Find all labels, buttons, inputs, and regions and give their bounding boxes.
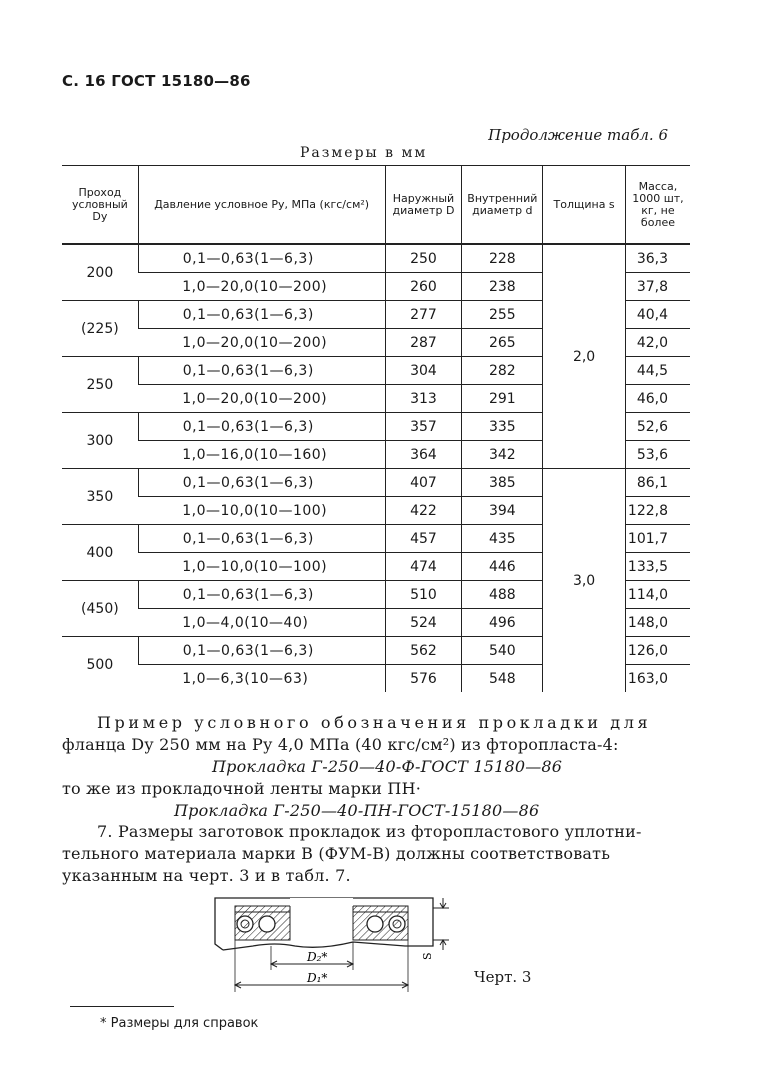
cell-mass: 44,5 [625,357,690,385]
col-header-outer-diameter: Наружный диаметр D [385,166,462,245]
cell-inner-diameter: 291 [462,385,543,413]
left-seal-ring-2 [259,916,275,932]
cell-thickness: 3,0 [543,469,626,693]
cell-inner-diameter: 435 [462,525,543,553]
drawing-caption: Черт. 3 [474,968,532,986]
cell-pressure: 0,1—0,63(1—6,3) [138,469,385,497]
cell-inner-diameter: 496 [462,609,543,637]
cell-pressure: 0,1—0,63(1—6,3) [138,301,385,329]
cell-mass: 122,8 [625,497,690,525]
cell-pressure: 1,0—20,0(10—200) [138,329,385,357]
label-d1: D₁* [307,971,328,985]
cell-mass: 53,6 [625,441,690,469]
cell-mass: 86,1 [625,469,690,497]
example-line-4: то же из прокладочной ленты марки ПН· [62,779,422,798]
cell-inner-diameter: 238 [462,273,543,301]
example-designation-2: Прокладка Г-250—40-ПН-ГОСТ-15180—86 [174,801,540,820]
cell-nominal-bore: 400 [62,525,138,581]
clause-7-line-2: тельного материала марки В (ФУМ-В) должны соответствовать [62,844,611,863]
cell-inner-diameter: 446 [462,553,543,581]
cell-pressure: 0,1—0,63(1—6,3) [138,357,385,385]
cell-nominal-bore: (450) [62,581,138,637]
cell-mass: 101,7 [625,525,690,553]
col-header-thickness: Толщина s [543,166,626,245]
cell-outer-diameter: 510 [385,581,462,609]
col-header-pressure: Давление условное Pу, МПа (кгс/см²) [138,166,385,245]
label-s: S [421,952,434,960]
col-header-inner-diameter: Внутренний диаметр d [462,166,543,245]
clause-7-line-3: указанным на черт. 3 и в табл. 7. [62,866,351,885]
cell-outer-diameter: 313 [385,385,462,413]
table-row [62,469,690,497]
cell-outer-diameter: 277 [385,301,462,329]
cell-outer-diameter: 524 [385,609,462,637]
cell-outer-diameter: 457 [385,525,462,553]
example-designation-1: Прокладка Г-250—40-Ф-ГОСТ 15180—86 [212,757,563,776]
cell-pressure: 1,0—20,0(10—200) [138,385,385,413]
cell-inner-diameter: 335 [462,413,543,441]
cell-pressure: 0,1—0,63(1—6,3) [138,244,385,273]
cell-pressure: 1,0—10,0(10—100) [138,497,385,525]
cell-mass: 133,5 [625,553,690,581]
cell-outer-diameter: 357 [385,413,462,441]
cell-inner-diameter: 265 [462,329,543,357]
footnote: * Размеры для справок [100,1016,259,1031]
cell-mass: 40,4 [625,301,690,329]
cell-pressure: 0,1—0,63(1—6,3) [138,637,385,665]
cell-pressure: 0,1—0,63(1—6,3) [138,525,385,553]
footnote-rule [70,1006,174,1007]
cell-mass: 46,0 [625,385,690,413]
table-row [62,244,690,273]
cell-outer-diameter: 422 [385,497,462,525]
cell-mass: 114,0 [625,581,690,609]
cell-pressure: 1,0—6,3(10—63) [138,665,385,693]
page-header: С. 16 ГОСТ 15180—86 [62,72,251,90]
cell-inner-diameter: 342 [462,441,543,469]
cell-mass: 126,0 [625,637,690,665]
label-d2: D₂* [307,950,328,964]
cell-inner-diameter: 394 [462,497,543,525]
cell-pressure: 1,0—20,0(10—200) [138,273,385,301]
table-continuation: Продолжение табл. 6 [488,126,668,144]
gasket-dimensions-table [62,165,690,692]
cell-outer-diameter: 407 [385,469,462,497]
cell-mass: 52,6 [625,413,690,441]
cell-pressure: 1,0—4,0(10—40) [138,609,385,637]
cell-outer-diameter: 260 [385,273,462,301]
example-title: Пример условного обозначения прокладки для [97,713,652,732]
cell-mass: 42,0 [625,329,690,357]
cell-inner-diameter: 548 [462,665,543,693]
cell-mass: 163,0 [625,665,690,693]
cell-nominal-bore: (225) [62,301,138,357]
cell-nominal-bore: 200 [62,244,138,301]
cell-pressure: 1,0—10,0(10—100) [138,553,385,581]
example-line-2: фланца Dу 250 мм на Pу 4,0 МПа (40 кгс/см²) из фторопласта-4: [62,735,619,754]
cell-outer-diameter: 562 [385,637,462,665]
table-header-row [62,166,690,245]
cell-inner-diameter: 228 [462,244,543,273]
col-header-nominal-bore: Проход условный Dу [62,166,138,245]
cell-pressure: 0,1—0,63(1—6,3) [138,413,385,441]
cell-outer-diameter: 364 [385,441,462,469]
cell-pressure: 1,0—16,0(10—160) [138,441,385,469]
cell-inner-diameter: 282 [462,357,543,385]
cell-outer-diameter: 287 [385,329,462,357]
clause-7-line-1: 7. Размеры заготовок прокладок из фторопластового уплотни- [97,822,642,841]
cell-pressure: 0,1—0,63(1—6,3) [138,581,385,609]
cell-inner-diameter: 488 [462,581,543,609]
table-units: Размеры в мм [300,145,428,161]
cell-mass: 148,0 [625,609,690,637]
cell-inner-diameter: 385 [462,469,543,497]
gasket-blank-drawing [205,888,455,993]
cell-outer-diameter: 474 [385,553,462,581]
cell-thickness: 2,0 [543,244,626,469]
cell-nominal-bore: 350 [62,469,138,525]
cell-outer-diameter: 304 [385,357,462,385]
cell-mass: 37,8 [625,273,690,301]
cell-nominal-bore: 500 [62,637,138,693]
cell-outer-diameter: 250 [385,244,462,273]
cell-mass: 36,3 [625,244,690,273]
cell-outer-diameter: 576 [385,665,462,693]
cell-nominal-bore: 300 [62,413,138,469]
cell-nominal-bore: 250 [62,357,138,413]
col-header-mass: Масса, 1000 шт, кг, не более [625,166,690,245]
cell-inner-diameter: 255 [462,301,543,329]
cell-inner-diameter: 540 [462,637,543,665]
right-seal-ring-1 [367,916,383,932]
